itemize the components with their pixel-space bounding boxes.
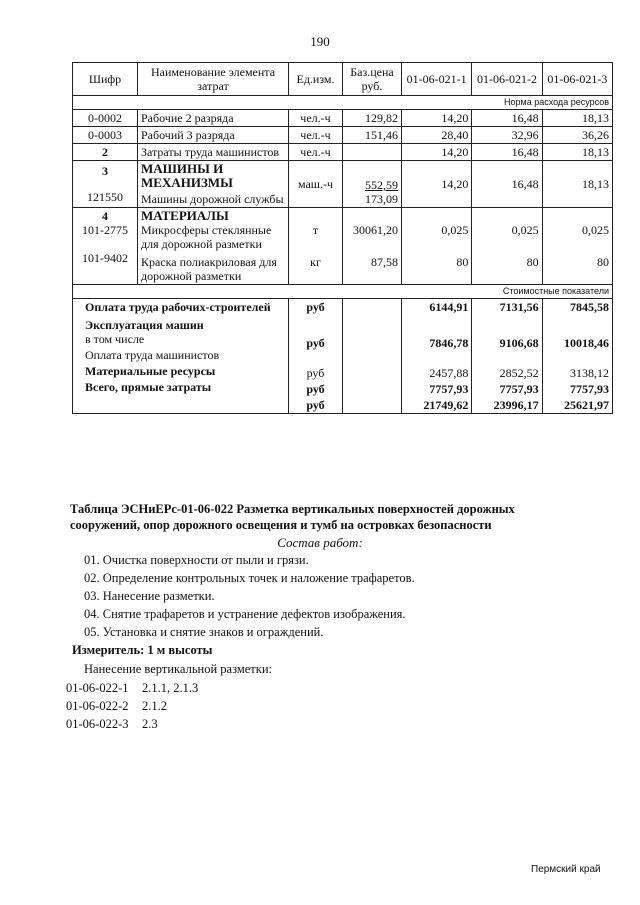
row-unit: маш.-ч: [289, 161, 343, 208]
row-unit: чел.-ч: [289, 127, 343, 144]
cost-v1: 21749,62: [423, 398, 469, 412]
row-name: Затраты труда машинистов: [138, 144, 289, 161]
norm-label-row: [73, 96, 613, 110]
row-v1: 28,40: [402, 127, 472, 144]
code-item: [66, 717, 158, 732]
cost-v3: 7845,58: [570, 300, 609, 314]
cost-v1: 7846,78: [429, 336, 469, 350]
table-caption: Таблица ЭСНиЕРс-01-06-022 Разметка вертикальных поверхностей дорожных сооружений, опор дорожного освещения и тумб на островках безопасности: [70, 502, 515, 532]
meter: Измеритель: 1 м высоты: [72, 643, 213, 657]
section-code: 4: [102, 209, 108, 223]
row-name: Рабочие 2 разряда: [138, 110, 289, 127]
cost-label: Стоимостные показатели: [73, 285, 613, 299]
cost-name-note: в том числе: [85, 332, 145, 346]
materials-section: [73, 208, 613, 285]
cost-v2: 7131,56: [499, 300, 539, 314]
cost-unit: руб: [306, 382, 325, 396]
cost-v3: 7757,93: [570, 382, 609, 396]
machines-section: [73, 161, 613, 208]
work-item: 02. Определение контрольных точек и наложение трафаретов.: [84, 571, 415, 585]
code-id: 01-06-022-1: [66, 681, 129, 695]
row-v2: 16,48: [472, 110, 542, 127]
section-name: МАШИНЫ И МЕХАНИЗМЫ: [141, 161, 233, 190]
row-unit: кг: [310, 255, 321, 269]
table-row: [73, 144, 613, 161]
cost-v3: 10018,46: [564, 336, 609, 350]
row-code: 2: [73, 144, 138, 161]
row-price: 30061,20: [353, 223, 398, 237]
row-name: Машины дорожной службы: [141, 192, 284, 206]
row-price: [343, 144, 402, 161]
header-unit: Ед.изм.: [289, 63, 343, 96]
row-v2: 16,48: [472, 161, 542, 208]
cost-name: Эксплуатация машин: [85, 318, 204, 332]
cost-unit: руб: [306, 336, 325, 350]
row-price: 129,82: [343, 110, 402, 127]
table-row: [73, 127, 613, 144]
vertical-label: Нанесение вертикальной разметки:: [84, 662, 272, 676]
row-v3: 36,26: [542, 127, 612, 144]
row-v3: 18,13: [542, 161, 612, 208]
section-name: МАТЕРИАЛЫ: [141, 208, 229, 223]
works-title: Состав работ:: [277, 535, 363, 550]
row-price: 87,58: [371, 255, 398, 269]
row-unit: чел.-ч: [289, 144, 343, 161]
resource-table: [72, 62, 613, 414]
table-row: [73, 110, 613, 127]
row-v1: 14,20: [402, 110, 472, 127]
header-price: Баз.цена руб.: [343, 63, 402, 96]
header-code: Шифр: [73, 63, 138, 96]
cost-label-row: [73, 285, 613, 299]
cost-v1: 2457,88: [429, 366, 469, 380]
code-item: [66, 699, 167, 714]
header-row: [73, 63, 613, 96]
row-v1: 14,20: [402, 161, 472, 208]
row-v3: 0,025: [582, 223, 609, 237]
work-item: 01. Очистка поверхности от пыли и грязи.: [84, 553, 309, 567]
row-code: 101-9402: [82, 251, 128, 265]
row-price-secondary: 173,09: [365, 192, 398, 206]
row-v2: 0,025: [511, 223, 539, 237]
cost-name: Материальные ресурсы: [85, 364, 216, 378]
page-number: 190: [310, 34, 330, 49]
norm-label: Норма расхода ресурсов: [73, 96, 613, 110]
cost-name: Оплата труда машинистов: [85, 348, 220, 362]
row-code: 101-2775: [82, 223, 128, 237]
cost-rows: [73, 299, 613, 414]
cost-v3: 3138,12: [570, 366, 609, 380]
header-col2: 01-06-021-2: [472, 63, 542, 96]
work-item: 03. Нанесение разметки.: [84, 589, 215, 603]
cost-v2: 9106,68: [499, 336, 539, 350]
row-v1: 80: [456, 255, 469, 269]
header-name: Наименование элемента затрат: [138, 63, 289, 96]
cost-unit: руб: [306, 366, 325, 380]
row-code: 121550: [87, 190, 123, 204]
row-name: Микросферы стеклянные для дорожной разметки: [141, 223, 272, 251]
row-v2: 32,96: [472, 127, 542, 144]
row-v3: 18,13: [542, 144, 612, 161]
row-v3: 80: [597, 255, 609, 269]
work-item: 05. Установка и снятие знаков и ограждений.: [84, 625, 324, 639]
header-col3: 01-06-021-3: [542, 63, 612, 96]
cost-name: Оплата труда рабочих-строителей: [85, 300, 271, 314]
code-desc: 2.1.2: [142, 699, 167, 713]
row-price: 552,59: [365, 178, 398, 192]
row-name: Краска полиакриловая для дорожной разметки: [141, 255, 277, 283]
row-v3: 18,13: [542, 110, 612, 127]
code-desc: 2.3: [142, 717, 158, 731]
cost-name: Всего, прямые затраты: [85, 380, 212, 394]
row-price: 151,46: [343, 127, 402, 144]
code-desc: 2.1.1, 2.1.3: [142, 681, 199, 695]
row-v1: 14,20: [402, 144, 472, 161]
header-col1: 01-06-021-1: [402, 63, 472, 96]
row-v2: 16,48: [472, 144, 542, 161]
row-name: Рабочий 3 разряда: [138, 127, 289, 144]
cost-unit: руб: [306, 398, 325, 412]
cost-v1: 6144,91: [429, 300, 469, 314]
cost-v3: 25621,97: [564, 398, 609, 412]
section-code: 3: [102, 164, 108, 178]
row-unit: чел.-ч: [289, 110, 343, 127]
row-code: 0-0003: [73, 127, 138, 144]
code-id: 01-06-022-3: [66, 717, 129, 731]
row-v2: 80: [526, 255, 539, 269]
cost-v1: 7757,93: [429, 382, 469, 396]
cost-v2: 7757,93: [499, 382, 539, 396]
row-unit: т: [312, 223, 319, 237]
cost-v2: 2852,52: [499, 366, 539, 380]
code-id: 01-06-022-2: [66, 699, 129, 713]
row-code: 0-0002: [73, 110, 138, 127]
work-item: 04. Снятие трафаретов и устранение дефектов изображения.: [84, 607, 406, 621]
row-v1: 0,025: [441, 223, 469, 237]
region-footer: Пермский край: [531, 864, 601, 875]
cost-unit: руб: [306, 300, 325, 314]
cost-v2: 23996,17: [493, 398, 539, 412]
code-item: [66, 681, 198, 696]
